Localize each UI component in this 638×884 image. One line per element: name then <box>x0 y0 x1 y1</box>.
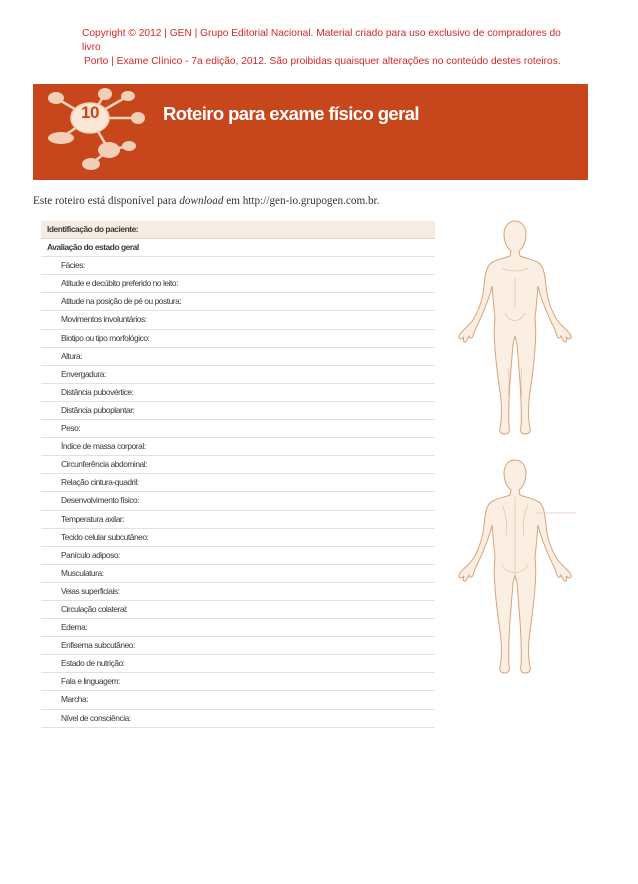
form-field-row[interactable]: Relação cintura-quadril: <box>41 474 435 492</box>
form-field-row[interactable]: Peso: <box>41 420 435 438</box>
form-field-row[interactable]: Circulação colateral: <box>41 601 435 619</box>
form-field-row[interactable]: Fácies: <box>41 257 435 275</box>
form-field-row[interactable]: Distância puboplantar: <box>41 402 435 420</box>
intro-text-start: Este roteiro está disponível para <box>33 195 180 207</box>
copyright-line-2: Porto | Exame Clínico - 7a edição, 2012. São proibidas quaisquer alterações no conteúdo destes roteiros. <box>84 56 561 67</box>
chapter-title: Roteiro para exame físico geral <box>163 103 419 124</box>
form-field-row[interactable]: Tecido celular subcutâneo: <box>41 529 435 547</box>
form-field-row[interactable]: Movimentos involuntários: <box>41 311 435 329</box>
form-field-row[interactable]: Edema: <box>41 619 435 637</box>
exam-form <box>41 221 435 728</box>
form-field-row[interactable]: Circunferência abdominal: <box>41 456 435 474</box>
form-field-row[interactable]: Nível de consciência: <box>41 710 435 728</box>
form-field-row[interactable]: Marcha: <box>41 691 435 709</box>
form-field-row[interactable]: Fala e linguagem: <box>41 673 435 691</box>
form-field-row[interactable]: Índice de massa corporal: <box>41 438 435 456</box>
form-field-row[interactable]: Altura: <box>41 348 435 366</box>
form-items <box>41 257 435 727</box>
form-field-row[interactable]: Musculatura: <box>41 565 435 583</box>
form-field-row[interactable]: Distância pubovértice: <box>41 384 435 402</box>
form-field-row[interactable]: Panículo adiposo: <box>41 547 435 565</box>
form-field-row[interactable]: Envergadura: <box>41 366 435 384</box>
form-field-row[interactable]: Biotipo ou tipo morfológico: <box>41 330 435 348</box>
body-outline-front <box>459 221 571 434</box>
form-field-row[interactable]: Veias superficiais: <box>41 583 435 601</box>
molecule-decoration <box>33 84 173 180</box>
body-figure-back <box>450 457 580 677</box>
patient-identification-field[interactable]: Identificação do paciente: <box>41 221 435 239</box>
form-field-row[interactable]: Atitude na posição de pé ou postura: <box>41 293 435 311</box>
form-field-row[interactable]: Atitude e decúbito preferido no leito: <box>41 275 435 293</box>
chapter-banner <box>33 84 588 180</box>
form-field-row[interactable]: Desenvolvimento físico: <box>41 492 435 510</box>
intro-text-italic: download <box>179 195 224 207</box>
chapter-number: 10 <box>81 103 99 122</box>
form-field-row[interactable]: Temperatura axilar: <box>41 511 435 529</box>
form-field-row[interactable]: Enfisema subcutâneo: <box>41 637 435 655</box>
general-state-section-heading: Avaliação do estado geral <box>41 239 435 257</box>
copyright-notice <box>82 27 562 69</box>
body-figure-front <box>450 218 580 438</box>
copyright-line-1: Copyright © 2012 | GEN | Grupo Editorial Nacional. Material criado para uso exclusivo de compradores do livro <box>82 28 561 53</box>
form-field-row[interactable]: Estado de nutrição: <box>41 655 435 673</box>
intro-text-end: em http://gen-io.grupogen.com.br. <box>223 195 380 207</box>
intro-text <box>33 195 379 207</box>
